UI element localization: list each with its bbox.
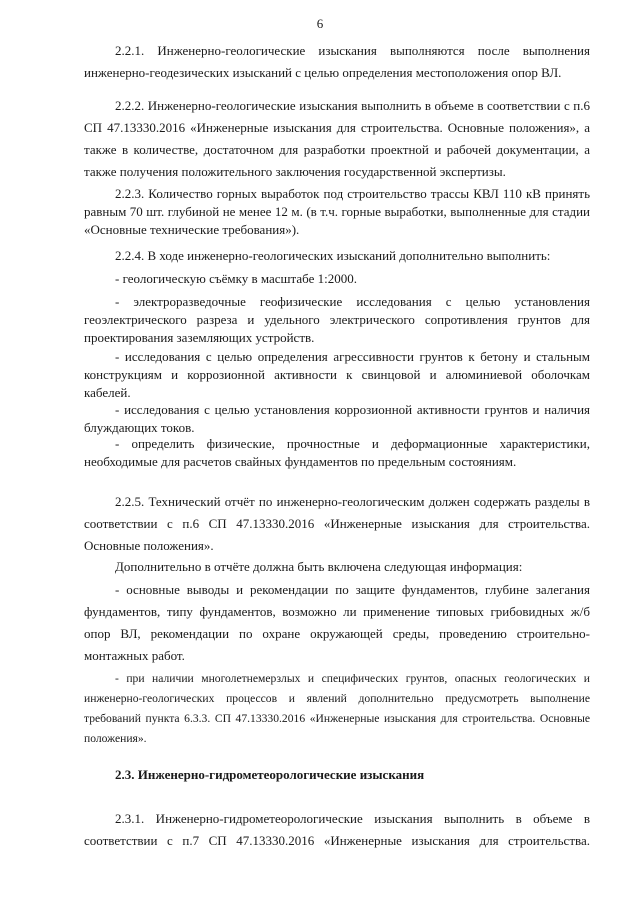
- list-item-soil-aggressiveness: - исследования с целью определения агрессивности грунтов к бетону и стальным конструкциям и коррозионной активности к свинцовой и алюминиевой оболочкам кабелей.: [84, 349, 590, 400]
- paragraph-2-2-4: 2.2.4. В ходе инженерно-геологических изысканий дополнительно выполнить:: [115, 248, 551, 263]
- paragraph-2-2-1: 2.2.1. Инженерно-геологические изыскания выполняются после выполнения инженерно-геодезических изысканий с целью определения местоположения опор ВЛ.: [84, 43, 590, 80]
- list-item-conclusions: - основные выводы и рекомендации по защите фундаментов, глубине залегания фундаментов, типу фундаментов, возможно ли применение типовых грибовидных ж/б опор ВЛ, рекомендации по охране окружающей среды, проведению строительно-монтажных работ.: [84, 582, 590, 663]
- list-item-geological-survey: - геологическую съёмку в масштабе 1:2000.: [115, 271, 357, 286]
- paragraph-2-3-1: 2.3.1. Инженерно-гидрометеорологические изыскания выполнить в объеме в соответствии с п.7 СП 47.13330.2016 «Инженерные изыскания для строительства.: [84, 811, 590, 848]
- list-item-permafrost: - при наличии многолетнемерзлых и специфических грунтов, опасных геологических и инженерно-геологических процессов и явлений дополнительно предусмотреть выполнение требований пункта 6.3.3. СП 47.13330.2016 «Инженерные изыскания для строительства. Основные положения».: [84, 672, 590, 745]
- paragraph-2-2-3: 2.2.3. Количество горных выработок под строительство трассы КВЛ 110 кВ принять равным 70 шт. глубиной не менее 12 м. (в т.ч. горные выработки, выполненные для стадии «Основные технические требования»).: [84, 186, 590, 237]
- section-heading-2-3: 2.3. Инженерно-гидрометеорологические изыскания: [115, 767, 425, 782]
- list-item-foundation-characteristics: - определить физические, прочностные и деформационные характеристики, необходимые для расчетов свайных фундаментов по предельным состояниям.: [84, 436, 590, 469]
- page-number: 6: [316, 16, 324, 31]
- paragraph-2-2-5: 2.2.5. Технический отчёт по инженерно-геологическим должен содержать разделы в соответствии с п.6 СП 47.13330.2016 «Инженерные изыскания для строительства. Основные положения».: [84, 494, 590, 553]
- paragraph-2-2-2: 2.2.2. Инженерно-геологические изыскания выполнить в объеме в соответствии с п.6 СП 47.13330.2016 «Инженерные изыскания для строительства. Основные положения», а также в количестве, достаточном для разработки проектной и рабочей документации, а также получения положительного заключения государственной экспертизы.: [84, 98, 590, 179]
- list-item-corrosion-activity: - исследования с целью установления коррозионной активности грунтов и наличия блуждающих токов.: [84, 402, 590, 435]
- paragraph-additional-info: Дополнительно в отчёте должна быть включена следующая информация:: [115, 559, 523, 574]
- list-item-electrical-survey: - электроразведочные геофизические исследования с целью установления геоэлектрического разреза и удельного электрического сопротивления грунтов для проектирования заземляющих устройств.: [84, 294, 590, 345]
